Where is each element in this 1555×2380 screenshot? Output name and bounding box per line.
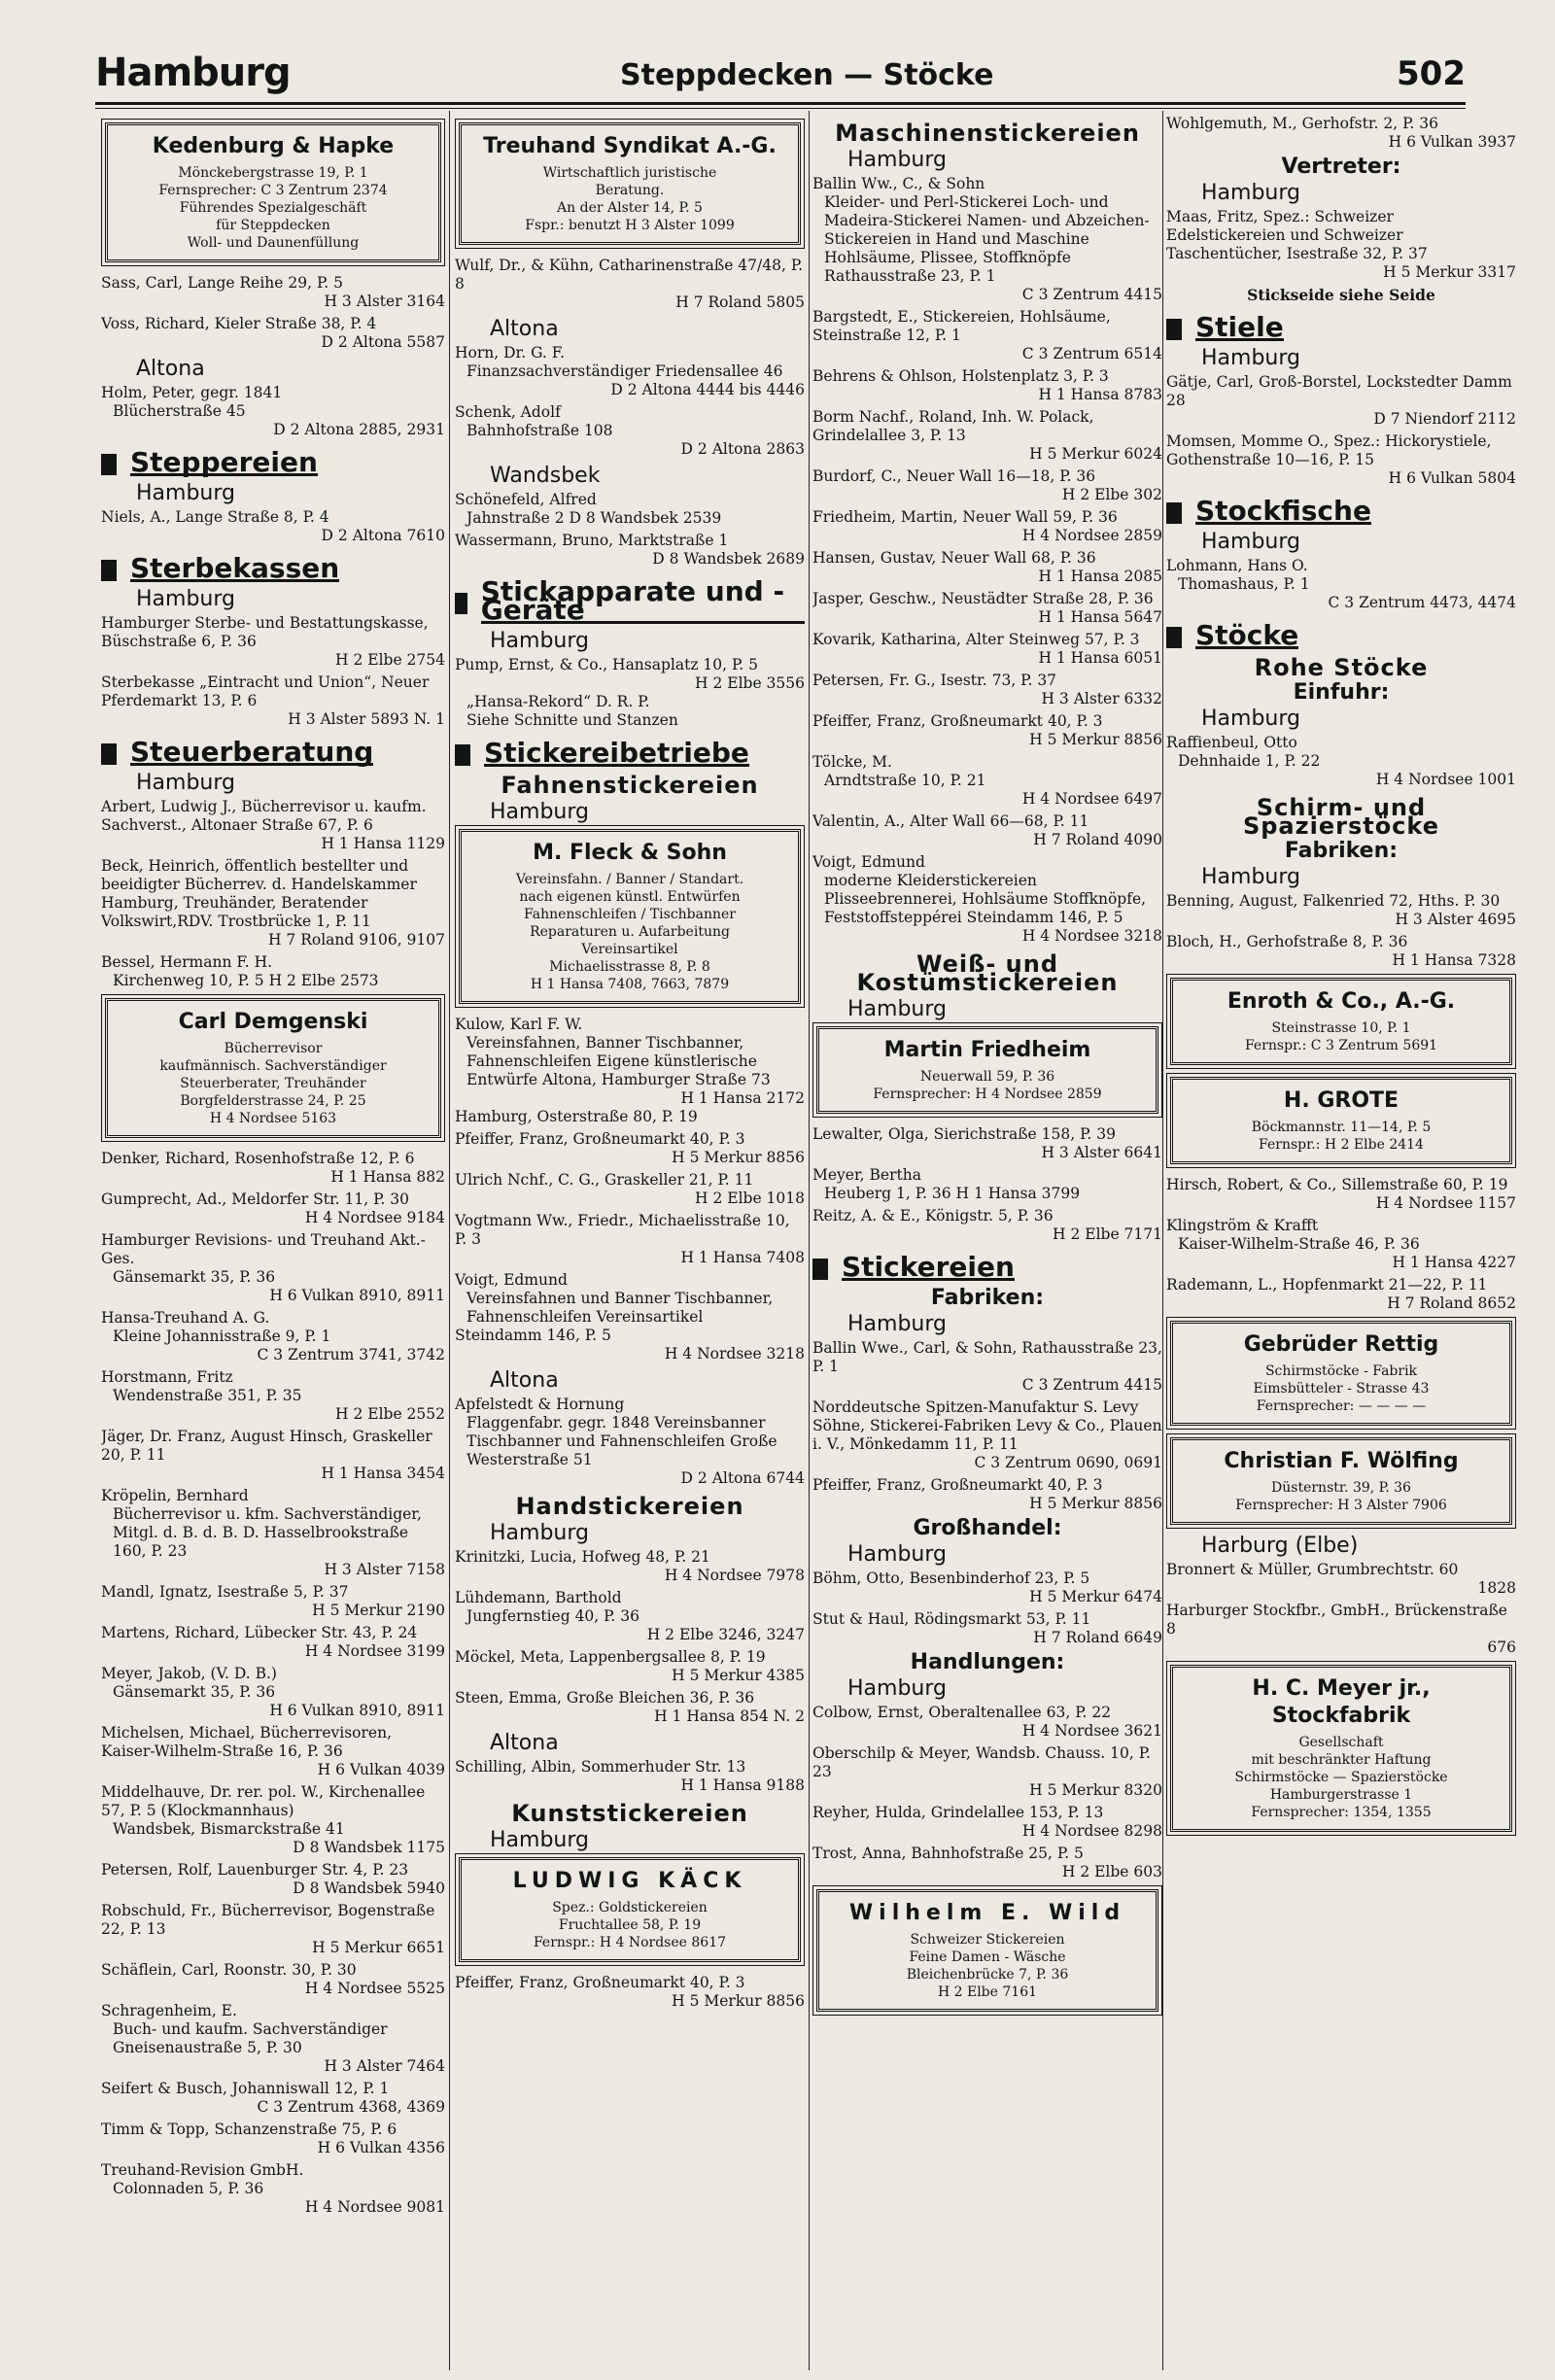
ad-line: Fernsprecher: — — — — <box>1256 1398 1427 1414</box>
listing-entry: Voss, Richard, Kieler Straße 38, P. 4 D 2 Altona 5587 <box>101 315 445 351</box>
ad-line: Woll- und Daunenfüllung <box>187 235 360 251</box>
ad-line: Steuerberater, Treuhänder <box>180 1076 366 1091</box>
city-heading: Hamburg <box>847 1312 947 1336</box>
ad-line: Schirmstöcke — Spazierstöcke <box>1234 1770 1448 1785</box>
section-marker <box>1166 627 1182 648</box>
section-marker <box>1166 319 1182 340</box>
listing-entry: Burdorf, C., Neuer Wall 16—18, P. 36 H 2 Elbe 302 <box>812 467 1162 503</box>
ad-line: Schirmstöcke - Fabrik <box>1264 1363 1418 1379</box>
listing-entry: Harburger Stockfbr., GmbH., Brückenstraße 8 676 <box>1166 1602 1516 1656</box>
ad-title: H. C. Meyer jr., Stockfabrik <box>1252 1676 1431 1728</box>
ad-line: Fruchtallee 58, P. 19 <box>558 1917 702 1933</box>
listing-entry: Benning, August, Falkenried 72, Hths. P. 30 H 3 Alster 4695 <box>1166 892 1516 928</box>
listing-entry: Denker, Richard, Rosenhofstraße 12, P. 6 H 1 Hansa 882 <box>101 1150 445 1186</box>
ad-box <box>1170 978 1512 1065</box>
ad-title: Carl Demgenski <box>178 1010 368 1034</box>
listing-entry: Kröpelin, Bernhard Bücherrevisor u. kfm. Sachverständiger, Mitgl. d. B. d. B. D. Hasselbrookstraße 160, P. 23 H 3 Alster 7158 <box>101 1487 445 1578</box>
ad-box <box>1170 1665 1512 1832</box>
listing-entry: Gätje, Carl, Groß-Borstel, Lockstedter Damm 28 D 7 Niendorf 2112 <box>1166 373 1516 428</box>
ad-line: für Steppdecken <box>216 218 330 233</box>
listing-entry: Stut & Haul, Rödingsmarkt 53, P. 11 H 7 Roland 6649 <box>812 1610 1162 1646</box>
listing-entry: Tölcke, M. Arndtstraße 10, P. 21 H 4 Nordsee 6497 <box>812 753 1162 808</box>
listing-entry: Treuhand-Revision GmbH. Colonnaden 5, P. 36 H 4 Nordsee 9081 <box>101 2161 445 2216</box>
section-heading: Stöcke <box>1166 626 1516 649</box>
ad-line: mit beschränkter Haftung <box>1251 1752 1432 1768</box>
listing-entry: Klingström & Krafft Kaiser-Wilhelm-Straße 46, P. 36 H 1 Hansa 4227 <box>1166 1217 1516 1271</box>
subcategory-heading: Handlungen: <box>910 1650 1065 1674</box>
listing-entry: Hansen, Gustav, Neuer Wall 68, P. 36 H 1 Hansa 2085 <box>812 549 1162 585</box>
ad-line: Eimsbütteler - Strasse 43 <box>1253 1381 1430 1397</box>
listing-entry: Vogtmann Ww., Friedr., Michaelisstraße 10, P. 3 H 1 Hansa 7408 <box>455 1212 805 1266</box>
section-marker <box>812 1259 828 1280</box>
city-heading: Wandsbek <box>490 464 601 488</box>
city-heading: Altona <box>490 1731 559 1755</box>
listing-entry: Middelhauve, Dr. rer. pol. W., Kirchenallee 57, P. 5 (Klockmannhaus) Wandsbek, Bismarckstraße 41 D 8 Wandsbek 1175 <box>101 1783 445 1856</box>
listing-entry: Hamburger Revisions- und Treuhand Akt.-Ges. Gänsemarkt 35, P. 36 H 6 Vulkan 8910, 8911 <box>101 1231 445 1304</box>
section-marker <box>101 743 117 765</box>
page-header <box>95 43 1466 101</box>
listing-entry: Bronnert & Müller, Grumbrechtstr. 60 1828 <box>1166 1561 1516 1597</box>
city-heading: Hamburg <box>490 629 589 653</box>
listing-entry: Michelsen, Michael, Bücherrevisoren, Kaiser-Wilhelm-Straße 16, P. 36 H 6 Vulkan 4039 <box>101 1724 445 1778</box>
subsection-heading: Rohe Stöcke <box>1254 654 1429 681</box>
section-marker <box>101 560 117 581</box>
listing-entry: Meyer, Bertha Heuberg 1, P. 36 H 1 Hansa 3799 <box>812 1166 1081 1202</box>
ad-title: Treuhand Syndikat A.-G. <box>483 134 777 158</box>
ad-title: Martin Friedheim <box>883 1038 1091 1062</box>
listing-entry: Lohmann, Hans O. Thomashaus, P. 1 C 3 Zentrum 4473, 4474 <box>1166 557 1516 611</box>
column-4 <box>1166 115 1516 2369</box>
listing-entry: Horn, Dr. G. F. Finanzsachverständiger Friedensallee 46 D 2 Altona 4444 bis 4446 <box>455 344 805 398</box>
subcategory-heading: Einfuhr: <box>1293 680 1390 705</box>
ad-box <box>1170 1077 1512 1164</box>
ad-line: Feine Damen - Wäsche <box>909 1949 1066 1965</box>
listing-entry: Kovarik, Katharina, Alter Steinweg 57, P. 3 H 1 Hansa 6051 <box>812 631 1162 667</box>
city-heading: Hamburg <box>490 1828 589 1852</box>
ad-line: Vereinsartikel <box>581 942 678 957</box>
ad-line: Hamburgerstrasse 1 <box>1269 1787 1413 1803</box>
subsection-heading: Schirm- und Spazierstöcke <box>1242 794 1440 840</box>
listing-entry: Rademann, L., Hopfenmarkt 21—22, P. 11 H 7 Roland 8652 <box>1166 1276 1516 1312</box>
ad-title: Gebrüder Rettig <box>1243 1332 1439 1357</box>
listing-entry: Krinitzki, Lucia, Hofweg 48, P. 21 H 4 Nordsee 7978 <box>455 1548 805 1584</box>
city-heading: Hamburg <box>490 1521 589 1545</box>
listing-entry: Holm, Peter, gegr. 1841 Blücherstraße 45 D 2 Altona 2885, 2931 <box>101 384 445 438</box>
listing-entry: Seifert & Busch, Johanniswall 12, P. 1 C 3 Zentrum 4368, 4369 <box>101 2080 445 2116</box>
listing-entry: Pfeiffer, Franz, Großneumarkt 40, P. 3 H 5 Merkur 8856 <box>455 1974 805 2010</box>
ad-line: Vereinsfahn. / Banner / Standart. <box>515 872 744 887</box>
listing-entry: Niels, A., Lange Straße 8, P. 4 D 2 Altona 7610 <box>101 508 445 544</box>
subcategory-heading: Großhandel: <box>913 1516 1062 1540</box>
section-heading: Steuerberatung <box>101 742 445 766</box>
ad-line: Gesellschaft <box>1298 1735 1384 1750</box>
cross-reference: Stickseide siehe Seide <box>1247 286 1435 304</box>
listing-entry: Wassermann, Bruno, Marktstraße 1 D 8 Wandsbek 2689 <box>455 532 805 568</box>
listing-entry: Hansa-Treuhand A. G. Kleine Johannisstraße 9, P. 1 C 3 Zentrum 3741, 3742 <box>101 1309 445 1363</box>
city-heading: Hamburg <box>1201 181 1300 205</box>
listing-entry: Möckel, Meta, Lappenbergsallee 8, P. 19 H 5 Merkur 4385 <box>455 1648 805 1684</box>
listing-entry: Beck, Heinrich, öffentlich bestellter und beeidigter Bücherrev. d. Handelskammer Hamburg, Treuhänder, Beratender Volkswirt,RDV. Trostbrücke 1, P. 11 H 7 Roland 9106, 9107 <box>101 857 445 949</box>
ad-line: Bücherrevisor <box>224 1041 323 1056</box>
listing-entry: Schönefeld, Alfred Jahnstraße 2 D 8 Wandsbek 2539 <box>455 491 722 527</box>
city-heading: Hamburg <box>847 997 947 1021</box>
ad-line: Schweizer Stickereien <box>910 1932 1065 1948</box>
ad-box <box>816 1026 1158 1114</box>
ad-title: LUDWIG KÄCK <box>512 1869 747 1893</box>
ad-line: Düsternstr. 39, P. 36 <box>1271 1480 1411 1496</box>
listing-entry: Timm & Topp, Schanzenstraße 75, P. 6 H 6 Vulkan 4356 <box>101 2121 445 2156</box>
ad-title: Kedenburg & Hapke <box>152 134 395 158</box>
ad-line: Wirtschaftlich juristische <box>542 165 717 181</box>
section-heading: Stickereibetriebe <box>455 743 805 767</box>
listing-entry: Gumprecht, Ad., Meldorfer Str. 11, P. 30 H 4 Nordsee 9184 <box>101 1190 445 1226</box>
listing-entry: Sterbekasse „Eintracht und Union“, Neuer Pferdemarkt 13, P. 6 H 3 Alster 5893 N. 1 <box>101 673 445 728</box>
ad-line: Fspr.: benutzt H 3 Alster 1099 <box>525 218 735 233</box>
page-number: 502 <box>1397 54 1466 93</box>
ad-line: Fahnenschleifen / Tischbanner <box>523 907 736 922</box>
city-heading: Hamburg <box>1201 865 1300 889</box>
listing-entry: Pfeiffer, Franz, Großneumarkt 40, P. 3 H 5 Merkur 8856 <box>455 1130 805 1166</box>
listing-entry: Reitz, A. & E., Königstr. 5, P. 36 H 2 Elbe 7171 <box>812 1207 1162 1243</box>
city-heading: Altona <box>490 317 559 341</box>
ad-box <box>1170 1321 1512 1426</box>
listing-entry: Oberschilp & Meyer, Wandsb. Chauss. 10, P. 23 H 5 Merkur 8320 <box>812 1744 1162 1799</box>
listing-entry: Meyer, Jakob, (V. D. B.) Gänsemarkt 35, P. 36 H 6 Vulkan 8910, 8911 <box>101 1665 445 1719</box>
listing-entry: Schragenheim, E. Buch- und kaufm. Sachverständiger Gneisenaustraße 5, P. 30 H 3 Alster 7464 <box>101 2002 445 2075</box>
city-heading: Hamburg <box>1201 530 1300 554</box>
section-marker <box>1166 502 1182 524</box>
ad-title: Christian F. Wölfing <box>1224 1449 1459 1473</box>
header-rule <box>95 102 1466 109</box>
listing-entry: Pfeiffer, Franz, Großneumarkt 40, P. 3 H 5 Merkur 8856 <box>812 1476 1162 1512</box>
listing-entry: Bessel, Hermann F. H. Kirchenweg 10, P. 5 H 2 Elbe 2573 <box>101 953 379 989</box>
listing-entry: Mandl, Ignatz, Isestraße 5, P. 37 H 5 Merkur 2190 <box>101 1583 445 1619</box>
section-heading: Stickapparate und -Geräte <box>455 582 805 624</box>
listing-entry: Martens, Richard, Lübecker Str. 43, P. 24 H 4 Nordsee 3199 <box>101 1624 445 1660</box>
listing-entry: Apfelstedt & Hornung Flaggenfabr. gegr. 1848 Vereinsbanner Tischbanner und Fahnenschleifen Große Westerstraße 51 D 2 Altona 6744 <box>455 1396 805 1487</box>
ad-box <box>105 122 441 262</box>
ad-box <box>1170 1437 1512 1525</box>
section-heading: Stockfische <box>1166 501 1516 525</box>
ad-box <box>816 1889 1158 2012</box>
listing-entry: Kulow, Karl F. W. Vereinsfahnen, Banner Tischbanner, Fahnenschleifen Eigene künstlerische Entwürfe Altona, Hamburger Straße 73 H 1 Hansa 2172 Hamburg, Osterstraße 80, P. 19 <box>455 1016 805 1125</box>
subcategory-heading: Vertreter: <box>1281 155 1401 179</box>
ad-line: nach eigenen künstl. Entwürfen <box>519 889 741 905</box>
subcategory-heading: Fabriken: <box>930 1286 1045 1310</box>
header-city: Hamburg <box>95 51 291 95</box>
ad-line: Fernspr.: C 3 Zentrum 5691 <box>1244 1038 1438 1053</box>
column-divider <box>449 111 450 2370</box>
listing-entry: Steen, Emma, Große Bleichen 36, P. 36 H 1 Hansa 854 N. 2 <box>455 1689 805 1725</box>
city-heading: Altona <box>136 357 205 381</box>
city-heading: Altona <box>490 1368 559 1393</box>
ad-line: Fernsprecher: C 3 Zentrum 2374 <box>158 183 388 198</box>
listing-entry: Raffienbeul, Otto Dehnhaide 1, P. 22 H 4 Nordsee 1001 <box>1166 734 1516 788</box>
listing-entry: Petersen, Rolf, Lauenburger Str. 4, P. 23 D 8 Wandsbek 5940 <box>101 1861 445 1897</box>
listing-entry: Trost, Anna, Bahnhofstraße 25, P. 5 H 2 Elbe 603 <box>812 1845 1162 1880</box>
listing-entry: Wulf, Dr., & Kühn, Catharinenstraße 47/48, P. 8 H 7 Roland 5805 <box>455 257 805 311</box>
listing-entry: Behrens & Ohlson, Holstenplatz 3, P. 3 H 1 Hansa 8783 <box>812 367 1162 403</box>
listing-entry: Petersen, Fr. G., Isestr. 73, P. 37 H 3 Alster 6332 <box>812 672 1162 707</box>
subsection-heading: Maschinenstickereien <box>835 120 1140 147</box>
ad-line: Fernsprecher: H 4 Nordsee 2859 <box>873 1087 1102 1102</box>
section-heading: Steppereien <box>101 453 445 476</box>
ad-title: M. Fleck & Sohn <box>533 841 727 865</box>
ad-line: Borgfelderstrasse 24, P. 25 <box>180 1093 366 1109</box>
listing-entry: Ulrich Nchf., C. G., Graskeller 21, P. 11 H 2 Elbe 1018 <box>455 1171 805 1207</box>
ad-line: Fernsprecher: H 3 Alster 7906 <box>1235 1498 1447 1513</box>
ad-line: Böckmannstr. 11—14, P. 5 <box>1251 1120 1432 1135</box>
listing-entry: Colbow, Ernst, Oberaltenallee 63, P. 22 H 4 Nordsee 3621 <box>812 1704 1162 1740</box>
ad-line: Fernspr.: H 4 Nordsee 8617 <box>533 1935 727 1950</box>
city-heading: Hamburg <box>136 481 235 505</box>
listing-entry: Voigt, Edmund Vereinsfahnen und Banner Tischbanner, Fahnenschleifen Vereinsartikel Steindamm 146, P. 5 H 4 Nordsee 3218 <box>455 1271 805 1362</box>
column-1 <box>101 115 445 2369</box>
ad-line: Steinstrasse 10, P. 1 <box>1271 1020 1411 1036</box>
section-marker <box>101 454 117 475</box>
ad-line: H 2 Elbe 7161 <box>937 1984 1038 2000</box>
listing-entry: Horstmann, Fritz Wendenstraße 351, P. 35 H 2 Elbe 2552 <box>101 1368 445 1423</box>
listing-entry: Reyher, Hulda, Grindelallee 153, P. 13 H 4 Nordsee 8298 <box>812 1804 1162 1840</box>
listing-entry: Pfeiffer, Franz, Großneumarkt 40, P. 3 H 5 Merkur 8856 <box>812 712 1162 748</box>
city-heading: Hamburg <box>490 800 589 824</box>
ad-box <box>459 829 801 1004</box>
ad-line: Beratung. <box>595 183 665 198</box>
listing-entry: Lewalter, Olga, Sierichstraße 158, P. 39 H 3 Alster 6641 <box>812 1125 1162 1161</box>
ad-line: H 4 Nordsee 5163 <box>209 1111 337 1126</box>
ad-line: Führendes Spezialgeschäft <box>179 200 367 216</box>
section-marker <box>455 744 470 766</box>
listing-entry: Momsen, Momme O., Spez.: Hickorystiele, Gothenstraße 10—16, P. 15 H 6 Vulkan 5804 <box>1166 432 1516 487</box>
section-heading: Sterbekassen <box>101 559 445 582</box>
ad-title: H. GROTE <box>1283 1088 1400 1113</box>
listing-entry: Sass, Carl, Lange Reihe 29, P. 5 H 3 Alster 3164 <box>101 274 445 310</box>
listing-entry: Pump, Ernst, & Co., Hansaplatz 10, P. 5 H 2 Elbe 3556 „Hansa-Rekord“ D. R. P. Siehe Schnitte und Stanzen <box>455 656 805 729</box>
subsection-heading: Kunststickereien <box>511 1800 748 1827</box>
listing-entry: Jasper, Geschw., Neustädter Straße 28, P. 36 H 1 Hansa 5647 <box>812 590 1162 626</box>
listing-entry: Wohlgemuth, M., Gerhofstr. 2, P. 36 H 6 Vulkan 3937 <box>1166 115 1516 151</box>
subsection-heading: Weiß- und Kostümstickereien <box>856 950 1119 996</box>
city-heading: Hamburg <box>136 587 235 611</box>
listing-entry: Hirsch, Robert, & Co., Sillemstraße 60, P. 19 H 4 Nordsee 1157 <box>1166 1176 1516 1212</box>
city-heading: Hamburg <box>847 1542 947 1567</box>
city-heading: Hamburg <box>136 771 235 795</box>
ad-title: Enroth & Co., A.-G. <box>1227 989 1456 1014</box>
listing-entry: Ballin Wwe., Carl, & Sohn, Rathausstraße 23, P. 1 C 3 Zentrum 4415 <box>812 1339 1162 1394</box>
listing-entry: Valentin, A., Alter Wall 66—68, P. 11 H 7 Roland 4090 <box>812 812 1162 848</box>
listing-entry: Robschuld, Fr., Bücherrevisor, Bogenstraße 22, P. 13 H 5 Merkur 6651 <box>101 1902 445 1956</box>
listing-entry: Arbert, Ludwig J., Bücherrevisor u. kaufm. Sachverst., Altonaer Straße 67, P. 6 H 1 Hansa 1129 <box>101 798 445 852</box>
city-heading: Hamburg <box>847 148 947 172</box>
listing-entry: Jäger, Dr. Franz, August Hinsch, Graskeller 20, P. 11 H 1 Hansa 3454 <box>101 1428 445 1482</box>
ad-line: Reparaturen u. Aufarbeitung <box>530 924 730 940</box>
listing-entry: Ballin Ww., C., & Sohn Kleider- und Perl-Stickerei Loch- und Madeira-Stickerei Namen- und Abzeichen-Stickereien in Hand und Maschine Hohlsäume, Plissee, Stoffknöpfe Rathausstraße 23, P. 1 C 3 Zentrum 4415 <box>812 175 1162 303</box>
ad-line: Fernsprecher: 1354, 1355 <box>1251 1805 1432 1820</box>
listing-entry: Hamburger Sterbe- und Bestattungskasse, Büschstraße 6, P. 36 H 2 Elbe 2754 <box>101 614 445 669</box>
subcategory-heading: Fabriken: <box>1284 839 1399 863</box>
column-3 <box>812 115 1162 2369</box>
listing-entry: Borm Nachf., Roland, Inh. W. Polack, Grindelallee 3, P. 13 H 5 Merkur 6024 <box>812 408 1162 463</box>
listing-entry: Lühdemann, Barthold Jungfernstieg 40, P. 36 H 2 Elbe 3246, 3247 <box>455 1589 805 1643</box>
header-title: Steppdecken — Stöcke <box>620 58 994 92</box>
ad-line: Neuerwall 59, P. 36 <box>919 1069 1055 1085</box>
listing-entry: Friedheim, Martin, Neuer Wall 59, P. 36 H 4 Nordsee 2859 <box>812 508 1162 544</box>
column-divider <box>1162 111 1163 2370</box>
ad-box <box>459 122 801 245</box>
ad-line: An der Alster 14, P. 5 <box>557 200 703 216</box>
ad-line: Michaelisstrasse 8, P. 8 <box>549 959 710 975</box>
ad-line: Fernspr.: H 2 Elbe 2414 <box>1259 1137 1424 1153</box>
ad-title: Wilhelm E. Wild <box>848 1901 1126 1925</box>
listing-entry: Bloch, H., Gerhofstraße 8, P. 36 H 1 Hansa 7328 <box>1166 933 1516 969</box>
listing-entry: Norddeutsche Spitzen-Manufaktur S. Levy Söhne, Stickerei-Fabriken Levy & Co., Plauen i. V., Mönkedamm 11, P. 11 C 3 Zentrum 0690, 0691 <box>812 1398 1162 1471</box>
listing-entry: Böhm, Otto, Besenbinderhof 23, P. 5 H 5 Merkur 6474 <box>812 1569 1162 1605</box>
listing-entry: Voigt, Edmund moderne Kleiderstickereien Plisseebrennerei, Hohlsäume Stoffknöpfe, Feststoffsteppérei Steindamm 146, P. 5 H 4 Nordsee 3218 <box>812 853 1162 945</box>
city-heading: Hamburg <box>1201 346 1300 370</box>
listing-entry: Maas, Fritz, Spez.: Schweizer Edelstickereien und Schweizer Taschentücher, Isestraße 32, P. 37 H 5 Merkur 3317 <box>1166 208 1516 281</box>
listing-entry: Schenk, Adolf Bahnhofstraße 108 D 2 Altona 2863 <box>455 403 805 458</box>
section-heading: Stiele <box>1166 318 1516 341</box>
city-heading: Hamburg <box>847 1676 947 1701</box>
ad-box <box>459 1857 801 1962</box>
ad-line: kaufmännisch. Sachverständiger <box>159 1058 387 1074</box>
ad-line: Bleichenbrücke 7, P. 36 <box>906 1967 1069 1983</box>
ad-line: H 1 Hansa 7408, 7663, 7879 <box>530 977 730 992</box>
ad-line: Mönckebergstrasse 19, P. 1 <box>178 165 368 181</box>
listing-entry: Bargstedt, E., Stickereien, Hohlsäume, Steinstraße 12, P. 1 C 3 Zentrum 6514 <box>812 308 1162 362</box>
listing-entry: Schäflein, Carl, Roonstr. 30, P. 30 H 4 Nordsee 5525 <box>101 1961 445 1997</box>
column-2 <box>455 115 805 2369</box>
ad-line: Spez.: Goldstickereien <box>552 1900 708 1915</box>
city-heading: Hamburg <box>1201 707 1300 731</box>
subsection-heading: Handstickereien <box>515 1493 744 1520</box>
column-divider <box>809 111 810 2370</box>
subsection-heading: Fahnenstickereien <box>501 772 759 799</box>
city-heading: Harburg (Elbe) <box>1201 1534 1359 1558</box>
ad-box <box>105 998 441 1138</box>
section-marker <box>455 593 467 614</box>
section-heading: Stickereien <box>812 1258 1162 1281</box>
listing-entry: Schilling, Albin, Sommerhuder Str. 13 H 1 Hansa 9188 <box>455 1758 805 1794</box>
